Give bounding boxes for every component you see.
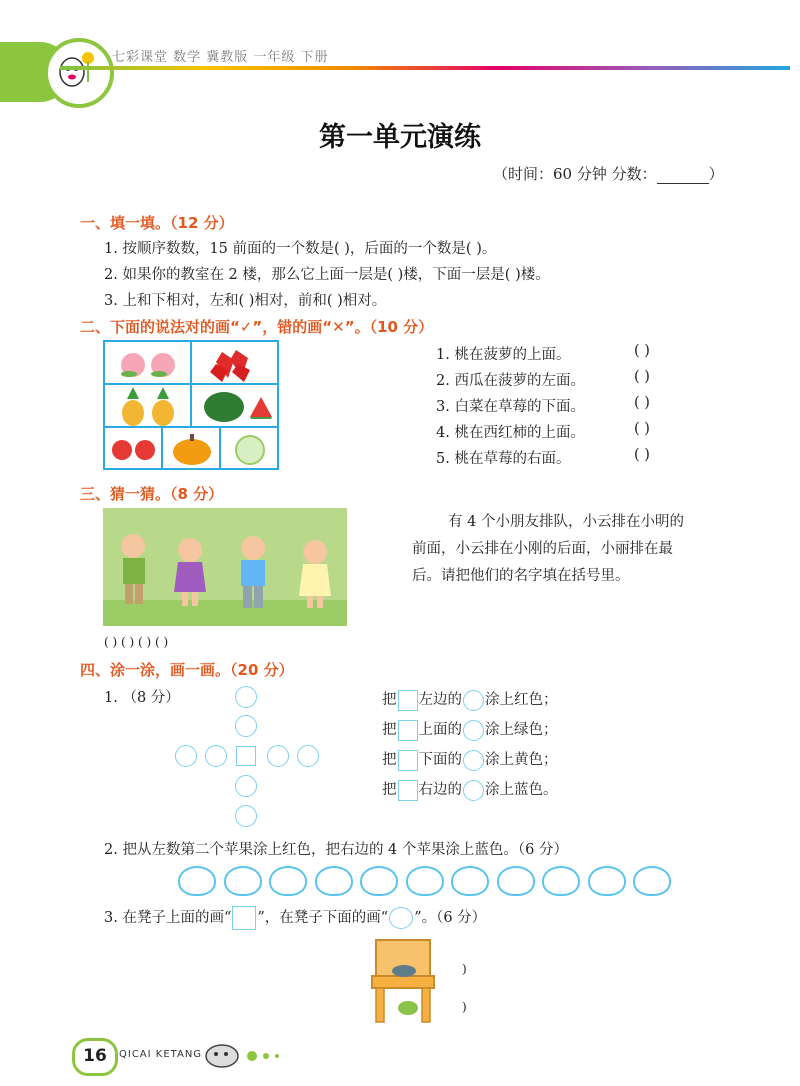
instr-pre: 把: [382, 692, 397, 708]
puzzle-line-3: 后。请把他们的名字填在括号里。: [412, 568, 630, 584]
grid-cell-pineapples: [104, 384, 191, 427]
apple-outline[interactable]: [224, 866, 262, 896]
score-blank[interactable]: [657, 169, 709, 184]
circle-right-2[interactable]: [297, 745, 319, 767]
circle-icon: [463, 750, 484, 771]
book-series-label: 七彩课堂 数学 冀教版 一年级 下册: [112, 50, 329, 65]
apple-outline[interactable]: [451, 866, 489, 896]
apple-row: [178, 864, 678, 900]
apple-outline[interactable]: [269, 866, 307, 896]
instr-pre: 把: [382, 722, 397, 738]
apple-outline[interactable]: [360, 866, 398, 896]
q3-pre: 3. 在凳子上面的画“: [104, 910, 232, 926]
color-instruction-top: [382, 718, 558, 741]
answer-blank-1[interactable]: ( ): [634, 343, 650, 359]
statement-5: 5. 桃在草莓的右面。: [436, 451, 571, 467]
color-instruction-bottom: [382, 748, 558, 771]
instr-mid: 右边的: [418, 782, 462, 798]
apple-outline[interactable]: [588, 866, 626, 896]
square-icon: [398, 720, 418, 741]
instr-pre: 把: [382, 782, 397, 798]
fruit-grid: [103, 340, 279, 470]
instr-post: 涂上黄色；: [485, 752, 558, 768]
header-color-bar: [60, 66, 790, 70]
grid-cell-tomatoes: [104, 427, 162, 469]
square-icon: [232, 906, 256, 930]
circle-top-1[interactable]: [235, 715, 257, 737]
grid-cell-pumpkin: [162, 427, 220, 469]
answer-blank-4[interactable]: ( ): [634, 421, 650, 437]
circle-bottom-2[interactable]: [235, 805, 257, 827]
center-square[interactable]: [236, 746, 256, 766]
q3-post: ”。（6 分）: [414, 910, 487, 926]
grid-cell-cabbage: [220, 427, 278, 469]
square-icon: [398, 750, 418, 771]
puzzle-line-1: 有 4 个小朋友排队，小云排在小明的: [448, 514, 684, 530]
fill-question-2: 2. 如果你的教室在 2 楼，那么它上面一层是( )楼，下面一层是( )楼。: [104, 267, 550, 283]
q1-label: 1. （8 分）: [104, 690, 180, 706]
instr-mid: 左边的: [418, 692, 462, 708]
q3-text: [104, 906, 486, 930]
answer-blank-2[interactable]: ( ): [634, 369, 650, 385]
apple-outline[interactable]: [497, 866, 535, 896]
puzzle-line-2: 前面，小云排在小刚的后面，小丽排在最: [412, 541, 673, 557]
q3-blank-above[interactable]: ): [462, 962, 467, 976]
apple-outline[interactable]: [178, 866, 216, 896]
circle-bottom-1[interactable]: [235, 775, 257, 797]
page-number: 16: [72, 1038, 118, 1076]
stool-illustration: [368, 936, 448, 1026]
apple-outline[interactable]: [315, 866, 353, 896]
q2-text: 2. 把从左数第二个苹果涂上红色，把右边的 4 个苹果涂上蓝色。（6 分）: [104, 842, 568, 858]
circle-top-2[interactable]: [235, 686, 257, 708]
statement-1: 1. 桃在菠萝的上面。: [436, 347, 571, 363]
children-illustration: [103, 508, 347, 626]
grid-cell-strawberries: [191, 341, 278, 384]
footer-brand: QICAI KETANG: [119, 1049, 203, 1060]
section2-heading: 二、下面的说法对的画“✓”，错的画“✕”。（10 分）: [80, 318, 434, 336]
time-score-line: [493, 163, 724, 184]
statement-2: 2. 西瓜在菠萝的左面。: [436, 373, 585, 389]
instr-mid: 上面的: [418, 722, 462, 738]
instr-post: 涂上绿色；: [485, 722, 558, 738]
circle-icon: [389, 907, 413, 929]
statement-3: 3. 白菜在草莓的下面。: [436, 399, 585, 415]
instr-post: 涂上红色；: [485, 692, 558, 708]
name-answer-blanks[interactable]: ( ) ( ) ( ) ( ): [104, 635, 169, 649]
mascot-logo-icon: [44, 38, 114, 108]
time-score-close: ）: [708, 165, 724, 183]
shape-cross-diagram: [175, 686, 325, 831]
statement-4: 4. 桃在西红柿的上面。: [436, 425, 585, 441]
color-instruction-right: [382, 778, 558, 801]
instr-post: 涂上蓝色。: [485, 782, 558, 798]
page-title: 第一单元演练: [319, 122, 481, 153]
answer-blank-3[interactable]: ( ): [634, 395, 650, 411]
answer-blank-5[interactable]: ( ): [634, 447, 650, 463]
apple-outline[interactable]: [542, 866, 580, 896]
circle-right-1[interactable]: [267, 745, 289, 767]
grid-cell-watermelons: [191, 384, 278, 427]
q3-mid: ”，在凳子下面的画“: [257, 910, 389, 926]
section4-heading: 四、涂一涂，画一画。（20 分）: [80, 661, 294, 679]
time-score-text: （时间：60 分钟 分数：: [493, 165, 657, 183]
fill-question-3: 3. 上和下相对，左和( )相对，前和( )相对。: [104, 293, 387, 309]
q3-blank-below[interactable]: ): [462, 1000, 467, 1014]
grid-cell-peaches: [104, 341, 191, 384]
color-instruction-left: [382, 688, 558, 711]
circle-left-1[interactable]: [205, 745, 227, 767]
circle-icon: [463, 720, 484, 741]
square-icon: [398, 690, 418, 711]
circle-icon: [463, 780, 484, 801]
circle-icon: [463, 690, 484, 711]
apple-outline[interactable]: [633, 866, 671, 896]
circle-left-2[interactable]: [175, 745, 197, 767]
footer-mascot-icon: [202, 1038, 292, 1068]
fill-question-1: 1. 按顺序数数，15 前面的一个数是( )，后面的一个数是( )。: [104, 241, 497, 257]
section1-heading: 一、填一填。（12 分）: [80, 214, 234, 232]
section3-heading: 三、猜一猜。（8 分）: [80, 485, 224, 503]
instr-pre: 把: [382, 752, 397, 768]
square-icon: [398, 780, 418, 801]
instr-mid: 下面的: [418, 752, 462, 768]
apple-outline[interactable]: [406, 866, 444, 896]
